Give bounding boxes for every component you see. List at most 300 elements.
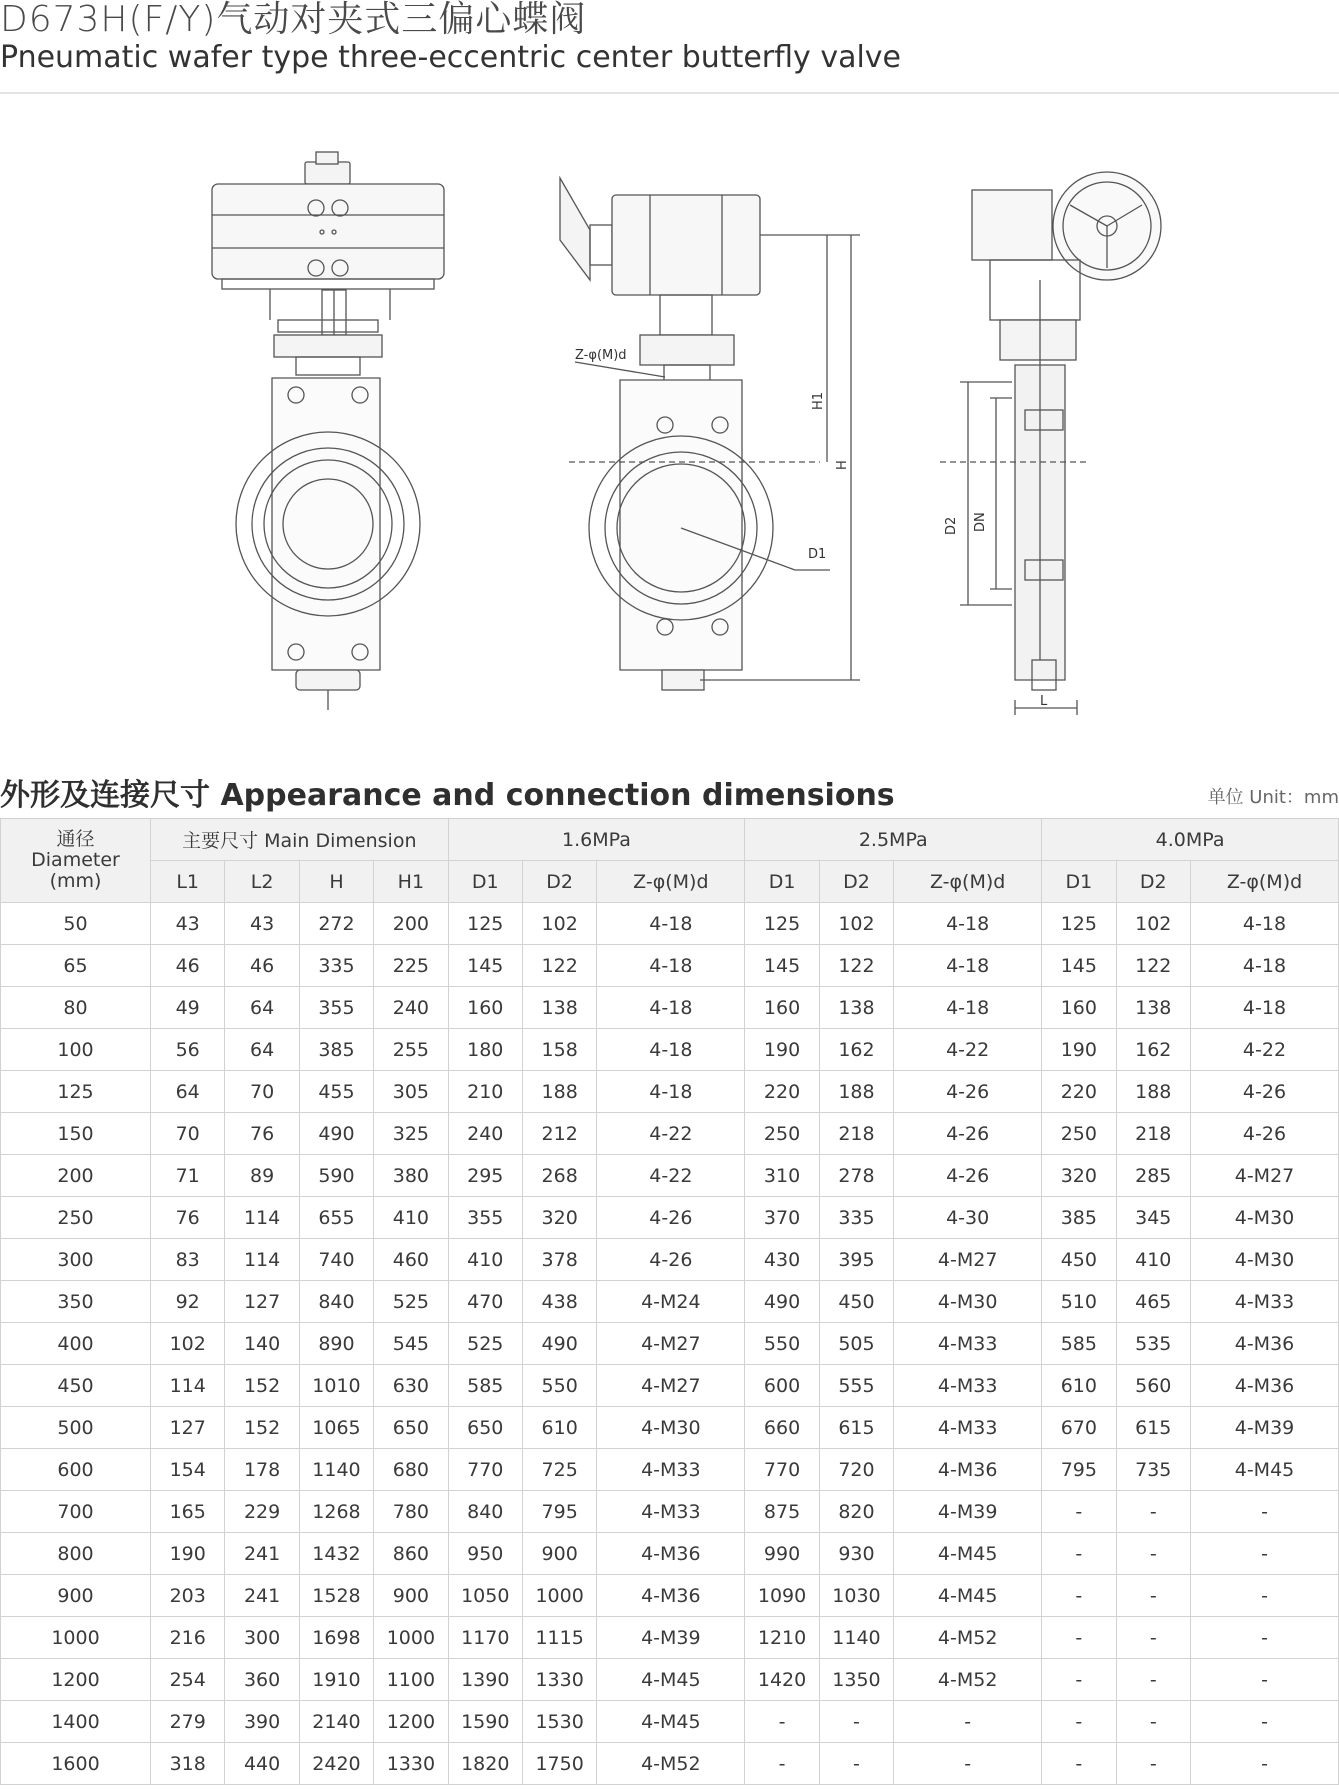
table-cell: 4-M30 bbox=[894, 1281, 1042, 1323]
table-cell: 272 bbox=[299, 903, 373, 945]
page-title-cn: D673H(F/Y)气动对夹式三偏心蝶阀 bbox=[0, 0, 587, 40]
header-divider bbox=[0, 92, 1339, 94]
table-cell: 1698 bbox=[299, 1617, 373, 1659]
table-cell: 285 bbox=[1116, 1155, 1190, 1197]
table-row bbox=[1, 1197, 1339, 1239]
table-cell: 1115 bbox=[522, 1617, 596, 1659]
table-cell: 1820 bbox=[448, 1743, 522, 1785]
table-cell: 438 bbox=[522, 1281, 596, 1323]
table-cell: 145 bbox=[1042, 945, 1116, 987]
table-cell: 900 bbox=[522, 1533, 596, 1575]
table-cell: - bbox=[819, 1743, 893, 1785]
table-cell: 310 bbox=[745, 1155, 819, 1197]
table-cell: 254 bbox=[151, 1659, 225, 1701]
table-row bbox=[1, 1743, 1339, 1785]
table-cell: 152 bbox=[225, 1365, 299, 1407]
table-cell: 795 bbox=[1042, 1449, 1116, 1491]
table-cell: 114 bbox=[225, 1197, 299, 1239]
table-cell: 200 bbox=[1, 1155, 151, 1197]
table-cell: 875 bbox=[745, 1491, 819, 1533]
table-cell: 4-M36 bbox=[1190, 1323, 1338, 1365]
table-cell: 505 bbox=[819, 1323, 893, 1365]
front-view-gear bbox=[560, 178, 860, 690]
table-cell: 305 bbox=[374, 1071, 448, 1113]
table-cell: 930 bbox=[819, 1533, 893, 1575]
table-cell: 610 bbox=[522, 1407, 596, 1449]
table-cell: 250 bbox=[1042, 1113, 1116, 1155]
column-header: D2 bbox=[819, 861, 893, 903]
table-cell: 1100 bbox=[374, 1659, 448, 1701]
column-header: D2 bbox=[522, 861, 596, 903]
table-cell: 138 bbox=[1116, 987, 1190, 1029]
table-row bbox=[1, 1071, 1339, 1113]
table-cell: 122 bbox=[522, 945, 596, 987]
table-cell: 1530 bbox=[522, 1701, 596, 1743]
table-cell: 71 bbox=[151, 1155, 225, 1197]
table-cell: 1000 bbox=[522, 1575, 596, 1617]
table-cell: 102 bbox=[1116, 903, 1190, 945]
table-cell: 550 bbox=[522, 1365, 596, 1407]
unit-label: 单位 Unit：mm bbox=[1207, 787, 1339, 808]
table-cell: 46 bbox=[225, 945, 299, 987]
table-cell: 610 bbox=[1042, 1365, 1116, 1407]
table-cell: 162 bbox=[1116, 1029, 1190, 1071]
table-cell: 165 bbox=[151, 1491, 225, 1533]
table-cell: 385 bbox=[1042, 1197, 1116, 1239]
table-cell: 1750 bbox=[522, 1743, 596, 1785]
table-cell: 335 bbox=[819, 1197, 893, 1239]
column-header: H1 bbox=[374, 861, 448, 903]
table-cell: 4-M33 bbox=[1190, 1281, 1338, 1323]
table-cell: 1200 bbox=[1, 1659, 151, 1701]
table-cell: 1330 bbox=[374, 1743, 448, 1785]
table-cell: - bbox=[1116, 1659, 1190, 1701]
table-cell: 4-26 bbox=[894, 1113, 1042, 1155]
table-cell: 4-26 bbox=[1190, 1071, 1338, 1113]
table-cell: 335 bbox=[299, 945, 373, 987]
table-cell: 450 bbox=[1042, 1239, 1116, 1281]
table-cell: 4-18 bbox=[1190, 903, 1338, 945]
table-cell: 127 bbox=[225, 1281, 299, 1323]
table-cell: 178 bbox=[225, 1449, 299, 1491]
table-cell: 4-M27 bbox=[894, 1239, 1042, 1281]
table-cell: 990 bbox=[745, 1533, 819, 1575]
table-row bbox=[1, 1575, 1339, 1617]
column-header: L2 bbox=[225, 861, 299, 903]
table-cell: 4-M52 bbox=[894, 1659, 1042, 1701]
table-cell: 795 bbox=[522, 1491, 596, 1533]
table-cell: 250 bbox=[745, 1113, 819, 1155]
table-cell: 550 bbox=[745, 1323, 819, 1365]
table-cell: 630 bbox=[374, 1365, 448, 1407]
table-cell: 4-M33 bbox=[894, 1407, 1042, 1449]
table-cell: 590 bbox=[299, 1155, 373, 1197]
table-cell: 585 bbox=[448, 1365, 522, 1407]
table-cell: 800 bbox=[1, 1533, 151, 1575]
table-cell: - bbox=[1190, 1701, 1338, 1743]
table-cell: 1090 bbox=[745, 1575, 819, 1617]
table-cell: 450 bbox=[819, 1281, 893, 1323]
table-cell: 295 bbox=[448, 1155, 522, 1197]
column-header: D1 bbox=[745, 861, 819, 903]
table-cell: 680 bbox=[374, 1449, 448, 1491]
table-cell: 950 bbox=[448, 1533, 522, 1575]
table-cell: 154 bbox=[151, 1449, 225, 1491]
table-cell: 510 bbox=[1042, 1281, 1116, 1323]
label-h1: H1 bbox=[811, 391, 826, 410]
table-row bbox=[1, 1323, 1339, 1365]
table-cell: 455 bbox=[299, 1071, 373, 1113]
table-row bbox=[1, 1113, 1339, 1155]
table-cell: - bbox=[894, 1701, 1042, 1743]
table-cell: 279 bbox=[151, 1701, 225, 1743]
table-cell: 4-18 bbox=[597, 1071, 745, 1113]
table-cell: - bbox=[1042, 1659, 1116, 1701]
table-cell: 820 bbox=[819, 1491, 893, 1533]
table-cell: 4-22 bbox=[597, 1113, 745, 1155]
table-cell: 70 bbox=[225, 1071, 299, 1113]
table-cell: 1268 bbox=[299, 1491, 373, 1533]
table-cell: 4-26 bbox=[597, 1197, 745, 1239]
table-cell: 4-M33 bbox=[894, 1323, 1042, 1365]
table-cell: 216 bbox=[151, 1617, 225, 1659]
table-cell: 345 bbox=[1116, 1197, 1190, 1239]
table-cell: 385 bbox=[299, 1029, 373, 1071]
table-cell: 545 bbox=[374, 1323, 448, 1365]
table-cell: 125 bbox=[448, 903, 522, 945]
table-cell: 4-18 bbox=[894, 945, 1042, 987]
table-cell: 1390 bbox=[448, 1659, 522, 1701]
table-cell: 4-M27 bbox=[597, 1365, 745, 1407]
table-cell: 4-M39 bbox=[894, 1491, 1042, 1533]
table-cell: 720 bbox=[819, 1449, 893, 1491]
group-header-40mpa: 4.0MPa bbox=[1042, 819, 1339, 861]
table-cell: 125 bbox=[1, 1071, 151, 1113]
table-cell: 460 bbox=[374, 1239, 448, 1281]
column-header: Z-φ(M)d bbox=[894, 861, 1042, 903]
table-cell: 300 bbox=[225, 1617, 299, 1659]
table-cell: 1432 bbox=[299, 1533, 373, 1575]
table-cell: 440 bbox=[225, 1743, 299, 1785]
table-cell: 138 bbox=[819, 987, 893, 1029]
table-cell: 4-M36 bbox=[597, 1575, 745, 1617]
table-cell: 100 bbox=[1, 1029, 151, 1071]
table-cell: 278 bbox=[819, 1155, 893, 1197]
table-cell: - bbox=[1042, 1575, 1116, 1617]
table-cell: 410 bbox=[1116, 1239, 1190, 1281]
table-cell: 740 bbox=[299, 1239, 373, 1281]
table-cell: 1140 bbox=[299, 1449, 373, 1491]
table-cell: 188 bbox=[819, 1071, 893, 1113]
group-header-16mpa: 1.6MPa bbox=[448, 819, 745, 861]
table-cell: 4-22 bbox=[1190, 1029, 1338, 1071]
table-cell: 490 bbox=[299, 1113, 373, 1155]
table-cell: - bbox=[1042, 1533, 1116, 1575]
table-cell: - bbox=[1116, 1701, 1190, 1743]
valve-technical-drawing bbox=[0, 140, 1339, 720]
table-cell: 355 bbox=[299, 987, 373, 1029]
table-cell: 600 bbox=[1, 1449, 151, 1491]
column-header: Z-φ(M)d bbox=[597, 861, 745, 903]
table-cell: 240 bbox=[374, 987, 448, 1029]
table-cell: 4-18 bbox=[1190, 987, 1338, 1029]
table-cell: 203 bbox=[151, 1575, 225, 1617]
table-cell: 1350 bbox=[819, 1659, 893, 1701]
table-body bbox=[1, 903, 1339, 1785]
table-cell: 4-M39 bbox=[597, 1617, 745, 1659]
table-row bbox=[1, 1155, 1339, 1197]
table-cell: 4-18 bbox=[1190, 945, 1338, 987]
page-title-en: Pneumatic wafer type three-eccentric center butterfly valve bbox=[0, 40, 902, 75]
table-cell: 160 bbox=[448, 987, 522, 1029]
table-cell: 188 bbox=[522, 1071, 596, 1113]
table-cell: 152 bbox=[225, 1407, 299, 1449]
table-row bbox=[1, 1407, 1339, 1449]
table-cell: 212 bbox=[522, 1113, 596, 1155]
table-cell: 4-18 bbox=[597, 945, 745, 987]
table-cell: 138 bbox=[522, 987, 596, 1029]
table-cell: 70 bbox=[151, 1113, 225, 1155]
column-header: D2 bbox=[1116, 861, 1190, 903]
table-cell: 190 bbox=[1042, 1029, 1116, 1071]
table-cell: 318 bbox=[151, 1743, 225, 1785]
table-cell: 43 bbox=[225, 903, 299, 945]
table-cell: 102 bbox=[522, 903, 596, 945]
diameter-header: 通径 Diameter (mm) bbox=[1, 819, 151, 903]
table-cell: - bbox=[1116, 1575, 1190, 1617]
table-row bbox=[1, 1239, 1339, 1281]
front-view-actuator bbox=[212, 152, 444, 710]
table-cell: 1000 bbox=[374, 1617, 448, 1659]
table-cell: - bbox=[1190, 1533, 1338, 1575]
table-cell: 770 bbox=[745, 1449, 819, 1491]
table-row bbox=[1, 987, 1339, 1029]
table-cell: 840 bbox=[299, 1281, 373, 1323]
table-cell: 890 bbox=[299, 1323, 373, 1365]
table-row bbox=[1, 903, 1339, 945]
table-cell: 4-M30 bbox=[1190, 1197, 1338, 1239]
table-cell: 525 bbox=[374, 1281, 448, 1323]
table-cell: - bbox=[1190, 1743, 1338, 1785]
table-cell: 114 bbox=[225, 1239, 299, 1281]
table-cell: 300 bbox=[1, 1239, 151, 1281]
table-cell: 490 bbox=[745, 1281, 819, 1323]
table-cell: 190 bbox=[745, 1029, 819, 1071]
table-cell: 225 bbox=[374, 945, 448, 987]
table-cell: 4-18 bbox=[597, 903, 745, 945]
table-cell: 241 bbox=[225, 1533, 299, 1575]
table-cell: 89 bbox=[225, 1155, 299, 1197]
table-cell: 900 bbox=[1, 1575, 151, 1617]
table-cell: 1170 bbox=[448, 1617, 522, 1659]
table-row bbox=[1, 1701, 1339, 1743]
label-dn: DN bbox=[973, 512, 988, 532]
table-cell: 50 bbox=[1, 903, 151, 945]
table-cell: 127 bbox=[151, 1407, 225, 1449]
table-row bbox=[1, 945, 1339, 987]
table-cell: 860 bbox=[374, 1533, 448, 1575]
table-cell: 1420 bbox=[745, 1659, 819, 1701]
table-cell: 600 bbox=[745, 1365, 819, 1407]
table-cell: 380 bbox=[374, 1155, 448, 1197]
table-cell: 4-M45 bbox=[1190, 1449, 1338, 1491]
table-cell: 4-26 bbox=[894, 1071, 1042, 1113]
table-cell: 650 bbox=[374, 1407, 448, 1449]
table-cell: 490 bbox=[522, 1323, 596, 1365]
table-cell: 525 bbox=[448, 1323, 522, 1365]
table-cell: 655 bbox=[299, 1197, 373, 1239]
table-cell: 4-M30 bbox=[1190, 1239, 1338, 1281]
table-cell: 218 bbox=[819, 1113, 893, 1155]
table-row bbox=[1, 1365, 1339, 1407]
table-row bbox=[1, 1659, 1339, 1701]
table-cell: 64 bbox=[151, 1071, 225, 1113]
table-cell: 122 bbox=[819, 945, 893, 987]
table-cell: 4-M45 bbox=[597, 1659, 745, 1701]
table-cell: 4-26 bbox=[597, 1239, 745, 1281]
table-cell: 500 bbox=[1, 1407, 151, 1449]
table-cell: 4-26 bbox=[894, 1155, 1042, 1197]
table-cell: 210 bbox=[448, 1071, 522, 1113]
table-cell: 560 bbox=[1116, 1365, 1190, 1407]
table-cell: - bbox=[1190, 1659, 1338, 1701]
table-cell: 1010 bbox=[299, 1365, 373, 1407]
table-cell: 4-M52 bbox=[597, 1743, 745, 1785]
table-cell: 56 bbox=[151, 1029, 225, 1071]
label-zmd: Z-φ(M)d bbox=[575, 348, 627, 363]
table-cell: 250 bbox=[1, 1197, 151, 1239]
table-cell: 1140 bbox=[819, 1617, 893, 1659]
table-cell: 4-M52 bbox=[894, 1617, 1042, 1659]
table-cell: 700 bbox=[1, 1491, 151, 1533]
table-cell: 4-M39 bbox=[1190, 1407, 1338, 1449]
table-cell: 83 bbox=[151, 1239, 225, 1281]
table-cell: 1330 bbox=[522, 1659, 596, 1701]
table-cell: 370 bbox=[745, 1197, 819, 1239]
table-cell: 4-M45 bbox=[597, 1701, 745, 1743]
dimensions-table bbox=[0, 818, 1339, 1785]
column-header: H bbox=[299, 861, 373, 903]
table-cell: 465 bbox=[1116, 1281, 1190, 1323]
table-cell: 46 bbox=[151, 945, 225, 987]
table-cell: 325 bbox=[374, 1113, 448, 1155]
table-cell: 4-M45 bbox=[894, 1575, 1042, 1617]
table-cell: 125 bbox=[1042, 903, 1116, 945]
table-row bbox=[1, 1281, 1339, 1323]
table-cell: 2420 bbox=[299, 1743, 373, 1785]
table-cell: 4-18 bbox=[597, 1029, 745, 1071]
table-cell: 140 bbox=[225, 1323, 299, 1365]
table-cell: 770 bbox=[448, 1449, 522, 1491]
table-cell: 4-M27 bbox=[597, 1323, 745, 1365]
table-cell: 1200 bbox=[374, 1701, 448, 1743]
table-cell: 1600 bbox=[1, 1743, 151, 1785]
table-cell: - bbox=[1116, 1533, 1190, 1575]
table-cell: 320 bbox=[1042, 1155, 1116, 1197]
table-cell: 4-22 bbox=[597, 1155, 745, 1197]
column-header: Z-φ(M)d bbox=[1190, 861, 1338, 903]
table-cell: 76 bbox=[151, 1197, 225, 1239]
table-row bbox=[1, 1491, 1339, 1533]
table-cell: 660 bbox=[745, 1407, 819, 1449]
side-view-section bbox=[940, 172, 1161, 715]
table-cell: 4-M36 bbox=[894, 1449, 1042, 1491]
table-cell: 4-M24 bbox=[597, 1281, 745, 1323]
table-cell: 735 bbox=[1116, 1449, 1190, 1491]
table-cell: - bbox=[1190, 1617, 1338, 1659]
table-cell: 4-M30 bbox=[597, 1407, 745, 1449]
table-cell: 220 bbox=[745, 1071, 819, 1113]
table-cell: 4-M27 bbox=[1190, 1155, 1338, 1197]
table-cell: 615 bbox=[819, 1407, 893, 1449]
table-cell: 840 bbox=[448, 1491, 522, 1533]
table-cell: 1210 bbox=[745, 1617, 819, 1659]
table-cell: - bbox=[1042, 1701, 1116, 1743]
table-cell: 378 bbox=[522, 1239, 596, 1281]
table-cell: 725 bbox=[522, 1449, 596, 1491]
table-cell: 240 bbox=[448, 1113, 522, 1155]
table-row bbox=[1, 1617, 1339, 1659]
table-cell: 4-M36 bbox=[597, 1533, 745, 1575]
table-cell: 145 bbox=[448, 945, 522, 987]
table-cell: - bbox=[1116, 1743, 1190, 1785]
table-cell: 585 bbox=[1042, 1323, 1116, 1365]
column-header: L1 bbox=[151, 861, 225, 903]
table-cell: 1000 bbox=[1, 1617, 151, 1659]
table-cell: 4-M45 bbox=[894, 1533, 1042, 1575]
table-cell: 430 bbox=[745, 1239, 819, 1281]
table-cell: 4-18 bbox=[894, 987, 1042, 1029]
table-cell: 4-18 bbox=[597, 987, 745, 1029]
table-cell: - bbox=[1116, 1617, 1190, 1659]
table-cell: 190 bbox=[151, 1533, 225, 1575]
label-h: H bbox=[835, 460, 850, 470]
table-cell: 650 bbox=[448, 1407, 522, 1449]
table-cell: - bbox=[1190, 1491, 1338, 1533]
table-cell: - bbox=[1042, 1743, 1116, 1785]
table-cell: 450 bbox=[1, 1365, 151, 1407]
table-cell: 670 bbox=[1042, 1407, 1116, 1449]
table-cell: 160 bbox=[1042, 987, 1116, 1029]
table-cell: 80 bbox=[1, 987, 151, 1029]
table-cell: 360 bbox=[225, 1659, 299, 1701]
table-cell: 410 bbox=[448, 1239, 522, 1281]
table-cell: 1590 bbox=[448, 1701, 522, 1743]
table-cell: 49 bbox=[151, 987, 225, 1029]
table-cell: 535 bbox=[1116, 1323, 1190, 1365]
table-cell: 1528 bbox=[299, 1575, 373, 1617]
table-cell: 395 bbox=[819, 1239, 893, 1281]
table-cell: 180 bbox=[448, 1029, 522, 1071]
column-header: D1 bbox=[448, 861, 522, 903]
table-cell: 188 bbox=[1116, 1071, 1190, 1113]
table-row bbox=[1, 1533, 1339, 1575]
subheader-row bbox=[1, 861, 1339, 903]
table-cell: - bbox=[1190, 1575, 1338, 1617]
table-cell: 64 bbox=[225, 1029, 299, 1071]
label-l: L bbox=[1040, 694, 1048, 709]
table-cell: 350 bbox=[1, 1281, 151, 1323]
label-d1: D1 bbox=[808, 547, 827, 562]
table-cell: 615 bbox=[1116, 1407, 1190, 1449]
table-cell: 43 bbox=[151, 903, 225, 945]
table-cell: - bbox=[1042, 1491, 1116, 1533]
table-cell: 4-M36 bbox=[1190, 1365, 1338, 1407]
table-cell: 1065 bbox=[299, 1407, 373, 1449]
table-cell: 780 bbox=[374, 1491, 448, 1533]
table-cell: 470 bbox=[448, 1281, 522, 1323]
table-cell: - bbox=[1116, 1491, 1190, 1533]
